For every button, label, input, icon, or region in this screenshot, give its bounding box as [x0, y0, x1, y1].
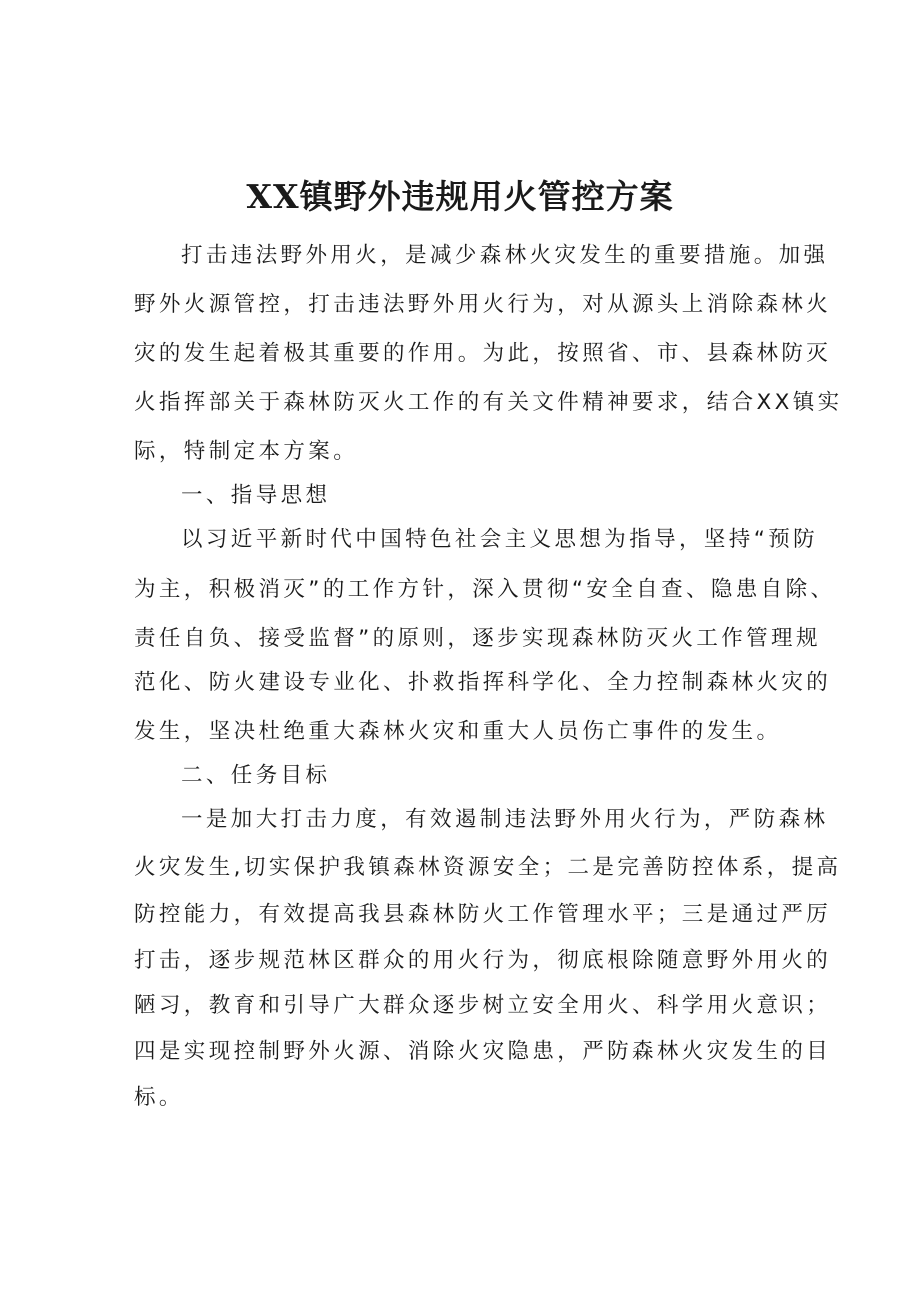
paragraph-guiding-thought-line: 范化、防火建设专业化、扑救指挥科学化、全力控制森林火灾的: [134, 670, 832, 695]
document-title: XX镇野外违规用火管控方案: [246, 177, 674, 216]
paragraph-guiding-thought-line: 发生，坚决杜绝重大森林火灾和重大人员伤亡事件的发生。: [134, 719, 782, 744]
paragraph-intro-line: 灾的发生起着极其重要的作用。为此，按照省、市、县森林防灭: [134, 341, 832, 366]
paragraph-task-goals-line: 火灾发生,切实保护我镇森林资源安全；二是完善防控体系，提高: [134, 855, 842, 880]
paragraph-task-goals-line: 防控能力，有效提高我县森林防火工作管理水平；三是通过严厉: [134, 902, 832, 927]
paragraph-guiding-thought-line: 责任自负、接受监督”的原则，逐步实现森林防灭火工作管理规: [134, 626, 821, 651]
paragraph-intro-line: 际，特制定本方案。: [134, 439, 359, 464]
section-heading-task-goals: 二、任务目标: [181, 763, 331, 788]
paragraph-intro-line: 打击违法野外用火，是减少森林火灾发生的重要措施。加强: [181, 243, 829, 268]
paragraph-intro-line: 野外火源管控，打击违法野外用火行为，对从源头上消除森林火: [134, 292, 832, 317]
paragraph-intro-line: 火指挥部关于森林防灭火工作的有关文件精神要求，结合XX镇实: [134, 390, 843, 415]
paragraph-task-goals-line: 四是实现控制野外火源、消除火灾隐患，严防森林火灾发生的目: [134, 1039, 832, 1064]
paragraph-task-goals-line: 一是加大打击力度，有效遏制违法野外用火行为，严防森林: [181, 807, 829, 832]
section-heading-guiding-thought: 一、指导思想: [181, 483, 331, 508]
paragraph-guiding-thought-line: 为主，积极消灭”的工作方针，深入贯彻“安全自查、隐患自除、: [134, 577, 836, 602]
paragraph-guiding-thought-line: 以习近平新时代中国特色社会主义思想为指导，坚持“预防: [181, 527, 819, 552]
paragraph-task-goals-line: 打击，逐步规范林区群众的用火行为，彻底根除随意野外用火的: [134, 948, 832, 973]
paragraph-task-goals-line: 标。: [134, 1085, 184, 1110]
paragraph-task-goals-line: 陋习，教育和引导广大群众逐步树立安全用火、科学用火意识；: [134, 993, 832, 1018]
